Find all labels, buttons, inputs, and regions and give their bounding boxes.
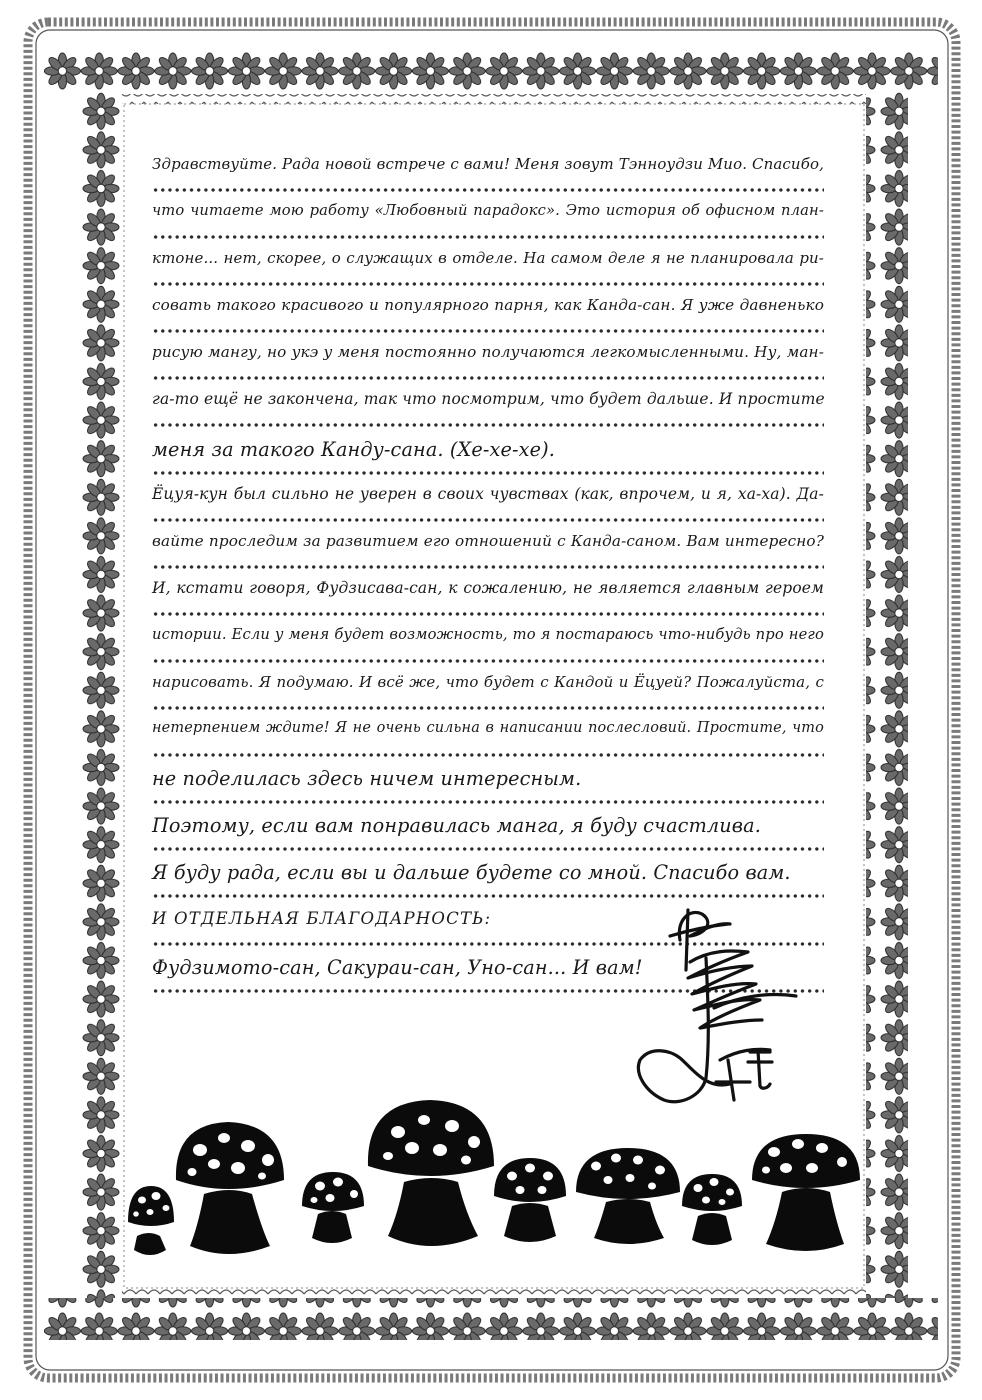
thanks-names: Фудзимото-сан, Сакураи-сан, Уно-сан... И вам! — [152, 946, 824, 993]
text-line-14: не поделилась здесь ничем интересным. — [152, 757, 824, 804]
author-signature-icon — [610, 900, 825, 1140]
text-line-9: вайте проследим за развитием его отношений с Канда-саном. Вам интересно? — [152, 522, 824, 569]
text-line-6: га-то ещё не закончена, так что посмотрим, что будет дальше. И простите — [152, 380, 824, 427]
text-line-3: ктоне... нет, скорее, о служащих в отделе. На самом деле я не планировала ри- — [152, 239, 824, 286]
text-line-4: совать такого красивого и популярного парня, как Канда-сан. Я уже давненько — [152, 286, 824, 333]
text-line-5: рисую мангу, но укэ у меня постоянно получаются легкомысленными. Ну, ман- — [152, 333, 824, 380]
text-line-12: нарисовать. Я подумаю. И всё же, что будет с Кандой и Ёцуей? Пожалуйста, с — [152, 663, 824, 710]
text-line-15: Поэтому, если вам понравилась манга, я буду счастлива. — [152, 804, 824, 851]
thanks-heading: И ОТДЕЛЬНАЯ БЛАГОДАРНОСТЬ: — [152, 899, 824, 946]
text-line-8: Ёцуя-кун был сильно не уверен в своих чувствах (как, впрочем, и я, ха-ха). Да- — [152, 475, 824, 522]
text-line-13: нетерпением ждите! Я не очень сильна в написании послесловий. Простите, что — [152, 710, 824, 757]
text-line-16: Я буду рада, если вы и дальше будете со мной. Спасибо вам. — [152, 851, 824, 898]
text-line-1: Здравствуйте. Рада новой встрече с вами! Меня зовут Тэнноудзи Мио. Спасибо, — [152, 145, 824, 192]
text-line-11: истории. Если у меня будет возможность, то я постараюсь что-нибудь про него — [152, 616, 824, 663]
text-line-10: И, кстати говоря, Фудзисава-сан, к сожалению, не является главным героем — [152, 569, 824, 616]
text-line-7: меня за такого Канду-сана. (Хе-хе-хе). — [152, 428, 824, 475]
text-line-2: что читаете мою работу «Любовный парадокс». Это история об офисном план- — [152, 192, 824, 239]
afterword-text — [152, 145, 824, 993]
